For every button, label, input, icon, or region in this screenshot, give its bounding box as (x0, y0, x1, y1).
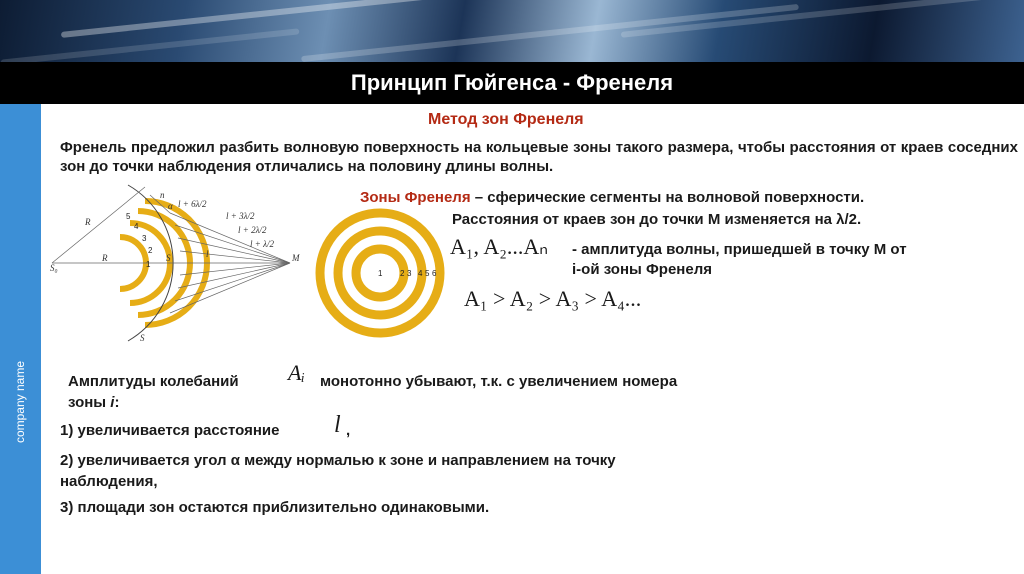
label-s: S (166, 253, 171, 263)
ring-num-1: 1 (378, 269, 383, 278)
amplitude-text: - амплитуда волны, пришедшей в точку М от (572, 241, 907, 258)
section-subtitle: Метод зон Френеля (428, 111, 584, 128)
label-r-mid: R (102, 253, 108, 263)
ring-num-6: 6 (432, 269, 437, 278)
label-alpha: α (168, 201, 173, 211)
label-m: M (292, 253, 300, 263)
dist-1: l + λ/2 (250, 239, 274, 249)
company-name: company name (13, 360, 27, 444)
para1-colon: : (114, 394, 120, 411)
zone-num-2: 2 (148, 246, 153, 255)
para1-text-a: Амплитуды колебаний (68, 373, 239, 390)
ai-formula: Aᵢ (288, 360, 305, 385)
l-formula: l (334, 412, 341, 438)
zone-num-5: 5 (126, 212, 131, 221)
dist-3: l + 3λ/2 (226, 211, 255, 221)
ring-num-2: 2 (400, 269, 405, 278)
list-item-2a: 2) увеличивается угол α между нормалью к зоне и направлением на точку (60, 452, 616, 469)
zones-heading-rest: – сферические сегменты на волновой поверхности. (470, 189, 865, 206)
label-l: l (206, 249, 209, 259)
ring-num-3: 3 (407, 269, 412, 278)
list-item-3: 3) площади зон остаются приблизительно одинаковыми. (60, 499, 490, 516)
page-title: Принцип Гюйгенса - Френеля (350, 70, 674, 95)
zone-num-4: 4 (134, 222, 139, 231)
zone-i-text: i-ой зоны Френеля (572, 261, 712, 278)
dist-6: l + 6λ/2 (178, 199, 207, 209)
dist-2: l + 2λ/2 (238, 225, 267, 235)
zone-num-3: 3 (142, 234, 147, 243)
fresnel-wavefront-figure (50, 183, 310, 345)
para1-zone-word: зоны (68, 394, 107, 411)
zone-num-1: 1 (146, 260, 151, 269)
ring-num-5: 5 (425, 269, 430, 278)
ring-num-4: 4 (418, 269, 423, 278)
para1-i: i (110, 394, 115, 411)
distance-text: Расстояния от краев зон до точки М изменяется на λ/2. (452, 211, 862, 228)
fresnel-zones-figure (315, 208, 445, 338)
zones-definition (360, 188, 864, 207)
label-n: n (160, 190, 165, 200)
side-bar (0, 104, 41, 574)
list-item-2b: наблюдения, (60, 473, 158, 490)
label-s-bottom: S (140, 333, 145, 343)
list-item-1-end: , (346, 422, 351, 439)
label-s0: S₀ (50, 263, 58, 273)
label-r-top: R (85, 217, 91, 227)
list-item-1: 1) увеличивается расстояние (60, 422, 280, 439)
header-banner (0, 0, 1024, 62)
inequality-formula: A₁ > A₂ > A₃ > A₄... (464, 286, 642, 311)
title-bar (0, 62, 1024, 104)
intro-paragraph: Френель предложил разбить волновую поверхность на кольцевые зоны такого размера, чтобы расстояния от краев соседних зон до точки наблюдения отличались на половину длины волны. (60, 139, 1018, 175)
para1-text-b: монотонно убывают, т.к. с увеличением номера (320, 373, 678, 390)
amplitudes-formula: A₁, A₂...Aₙ (450, 234, 549, 259)
zones-heading: Зоны Френеля (360, 189, 471, 206)
para1-text-c (68, 393, 119, 412)
